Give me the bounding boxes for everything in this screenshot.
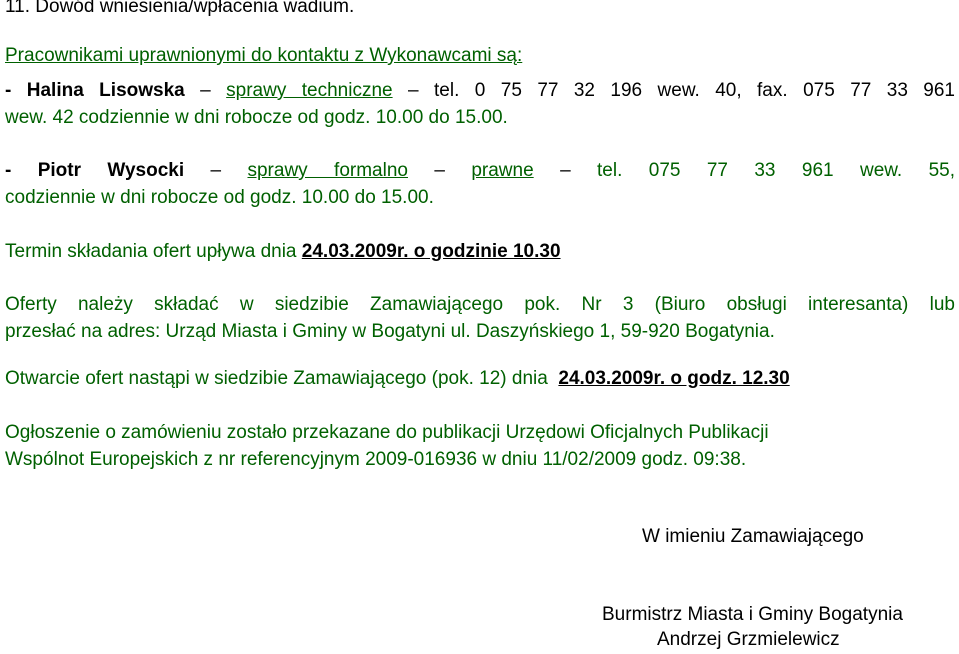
- contact-1-line: [5, 79, 955, 103]
- opening-line: [5, 367, 955, 391]
- contacts-heading: Pracownikami uprawnionymi do kontaktu z Wykonawcami są:: [5, 45, 523, 66]
- contact-1-area: sprawy techniczne: [226, 80, 393, 101]
- contact-1-dash: –: [200, 80, 211, 101]
- contact-2-dash: –: [434, 160, 445, 181]
- contact-1-name: - Halina Lisowska: [5, 80, 185, 101]
- deadline-value: 24.03.2009r. o godzinie 10.30: [301, 241, 561, 262]
- contact-1-hours: wew. 42 codziennie w dni robocze od godz. 10.00 do 15.00.: [5, 107, 508, 128]
- contact-2-area-a: sprawy formalno: [247, 160, 408, 181]
- contact-1-dash: –: [408, 80, 419, 101]
- deadline-line: [5, 240, 955, 264]
- contact-2-phone: tel. 075 77 33 961 wew. 55,: [597, 160, 956, 181]
- contact-2-area-b: prawne: [471, 160, 534, 181]
- deadline-prefix: Termin składania ofert upływa dnia: [5, 241, 297, 262]
- contact-2-line: [5, 159, 955, 183]
- opening-value: 24.03.2009r. o godz. 12.30: [558, 368, 790, 389]
- submission-line-1: Oferty należy składać w siedzibie Zamawiającego pok. Nr 3 (Biuro obsługi interesanta) lub: [5, 294, 955, 315]
- contact-2-dash: –: [210, 160, 222, 181]
- contact-2-hours: codziennie w dni robocze od godz. 10.00 do 15.00.: [5, 187, 434, 208]
- contact-1-phone: tel. 0 75 77 32 196 wew. 40, fax. 075 77 33 961: [434, 80, 955, 101]
- item-11: 11. Dowód wniesienia/wpłacenia wadium.: [5, 0, 355, 17]
- publication-line-1: Ogłoszenie o zamówieniu zostało przekazane do publikacji Urzędowi Oficjalnych Publikacji: [5, 422, 769, 443]
- publication-line-2: Wspólnot Europejskich z nr referencyjnym 2009-016936 w dniu 11/02/2009 godz. 09:38.: [5, 449, 747, 470]
- signature-name: Andrzej Grzmielewicz: [657, 629, 840, 650]
- signature-on-behalf: W imieniu Zamawiającego: [642, 526, 864, 547]
- contact-2-name: - Piotr Wysocki: [5, 160, 185, 181]
- opening-prefix: Otwarcie ofert nastąpi w siedzibie Zamawiającego (pok. 12) dnia: [5, 368, 548, 389]
- signature-title: Burmistrz Miasta i Gminy Bogatynia: [602, 604, 903, 625]
- contact-2-dash: –: [560, 160, 571, 181]
- submission-line-2: przesłać na adres: Urząd Miasta i Gminy w Bogatyni ul. Daszyńskiego 1, 59-920 Bogatynia.: [5, 321, 775, 342]
